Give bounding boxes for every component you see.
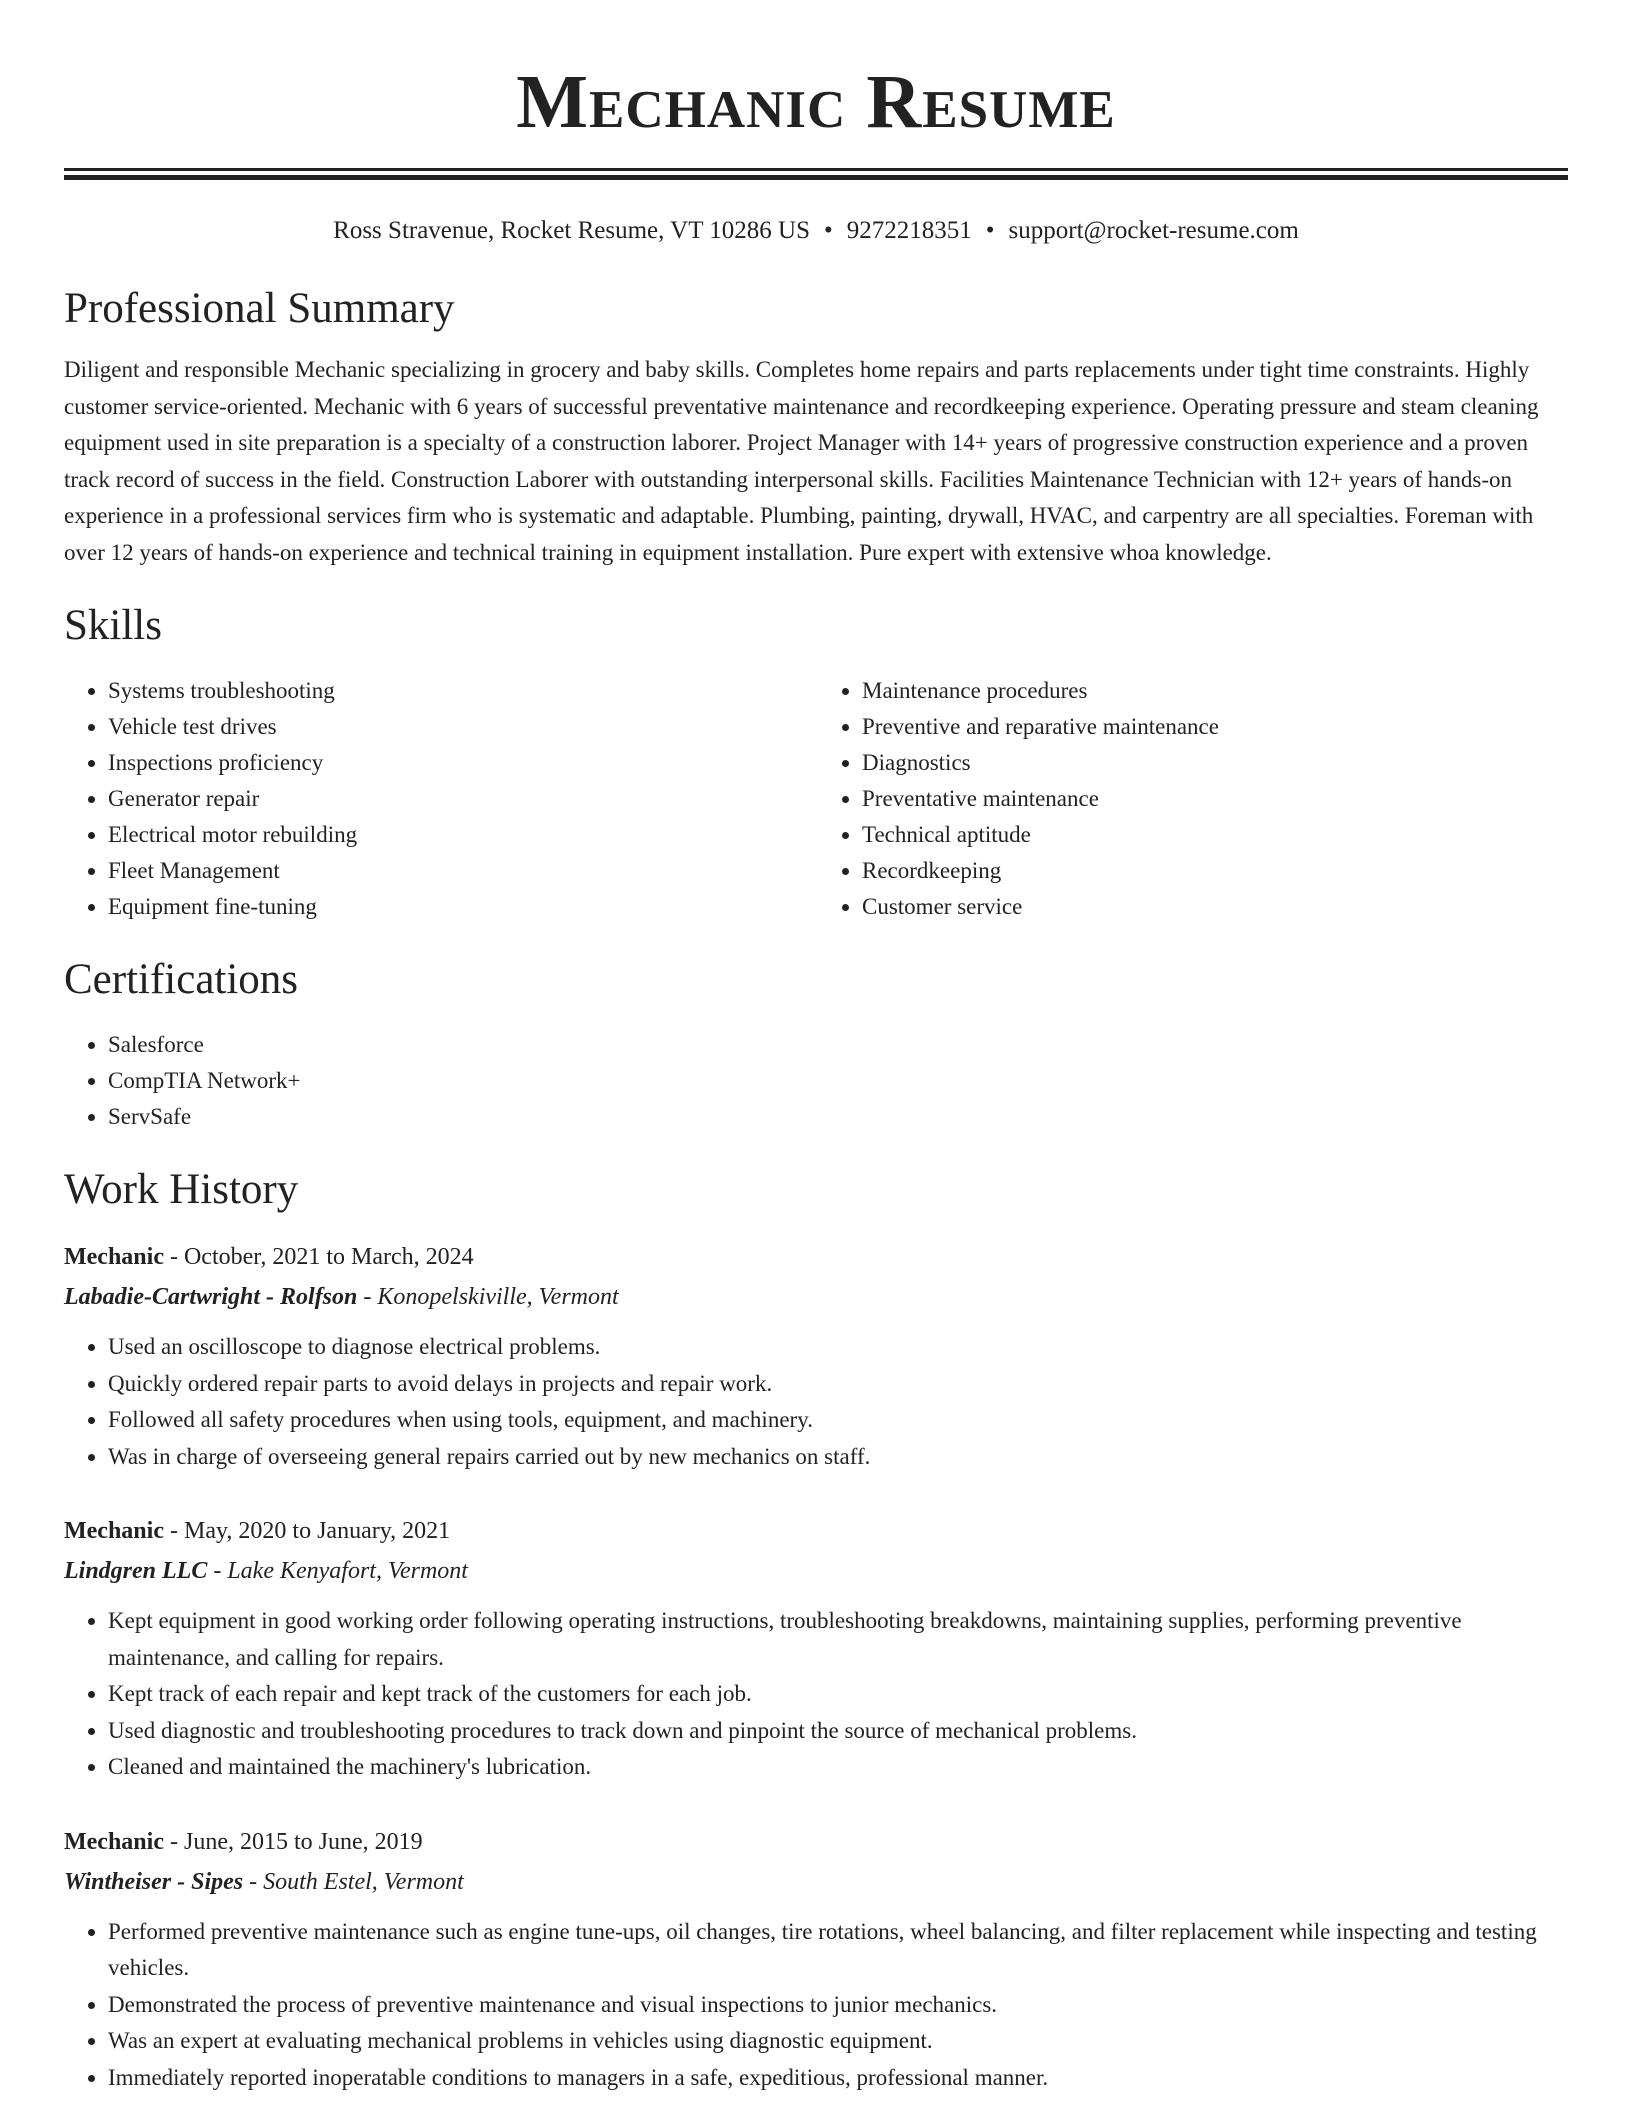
job-company-line bbox=[64, 1862, 1568, 1902]
job-title-line bbox=[64, 1237, 1568, 1277]
job-bullet: • Cleaned and maintained the machinery's lubrication. bbox=[108, 1749, 1568, 1786]
job-company-line bbox=[64, 1551, 1568, 1591]
job-bullets bbox=[64, 1329, 1568, 1475]
contact-email: support@rocket-resume.com bbox=[1008, 217, 1299, 244]
job-title-line bbox=[64, 1822, 1568, 1862]
certification-item: • ServSafe bbox=[108, 1099, 1568, 1135]
job-location: - South Estel, Vermont bbox=[243, 1868, 464, 1895]
skill-item: • Systems troubleshooting bbox=[108, 673, 814, 709]
job-dates: - May, 2020 to January, 2021 bbox=[163, 1518, 451, 1544]
job-dates: - October, 2021 to March, 2024 bbox=[163, 1244, 474, 1270]
certification-item: • Salesforce bbox=[108, 1027, 1568, 1063]
title-divider bbox=[64, 168, 1568, 180]
contact-separator: • bbox=[985, 217, 995, 244]
job-bullet: • Was an expert at evaluating mechanical problems in vehicles using diagnostic equipment. bbox=[108, 2023, 1568, 2060]
resume-page bbox=[64, 0, 1568, 2096]
skill-item: • Equipment fine-tuning bbox=[108, 889, 814, 925]
work-history-heading: Work History bbox=[64, 1166, 299, 1213]
skill-item: • Diagnostics bbox=[862, 745, 1568, 781]
skill-item: • Preventive and reparative maintenance bbox=[862, 709, 1568, 745]
skill-item: • Electrical motor rebuilding bbox=[108, 817, 814, 853]
job-company: Lindgren LLC bbox=[64, 1558, 208, 1584]
job-title-line bbox=[64, 1511, 1568, 1551]
skill-item: • Customer service bbox=[862, 889, 1568, 925]
job-bullet: • Used diagnostic and troubleshooting procedures to track down and pinpoint the source of mechanical problems. bbox=[108, 1713, 1568, 1750]
skill-item: • Fleet Management bbox=[108, 853, 814, 889]
job-bullet: • Was in charge of overseeing general repairs carried out by new mechanics on staff. bbox=[108, 1439, 1568, 1476]
job-dates: - June, 2015 to June, 2019 bbox=[163, 1828, 423, 1855]
summary-heading: Professional Summary bbox=[64, 285, 455, 332]
skill-item: • Generator repair bbox=[108, 781, 814, 817]
certifications-list bbox=[64, 1027, 1568, 1135]
certifications-heading: Certifications bbox=[64, 956, 299, 1003]
resume-title: Mechanic Resume bbox=[516, 60, 1116, 144]
job-bullet: • Demonstrated the process of preventive maintenance and visual inspections to junior mechanics. bbox=[108, 1987, 1568, 2024]
job-company: Wintheiser - Sipes bbox=[64, 1868, 244, 1895]
skill-item: • Maintenance procedures bbox=[862, 673, 1568, 709]
job-bullet: • Immediately reported inoperatable conditions to managers in a safe, expeditious, professional manner. bbox=[108, 2060, 1568, 2097]
skill-item: • Vehicle test drives bbox=[108, 709, 814, 745]
contact-phone: 9272218351 bbox=[846, 217, 972, 244]
skill-item: • Preventative maintenance bbox=[862, 781, 1568, 817]
job-bullet: • Performed preventive maintenance such as engine tune-ups, oil changes, tire rotations, wheel balancing, and filter replacement while inspecting and testing vehicles. bbox=[108, 1914, 1568, 1987]
job-bullets bbox=[64, 1603, 1568, 1786]
job-role: Mechanic bbox=[64, 1828, 164, 1855]
skills-list bbox=[64, 673, 1568, 925]
job-location: - Lake Kenyafort, Vermont bbox=[207, 1558, 468, 1584]
skills-column-right bbox=[814, 673, 1568, 925]
job-role: Mechanic bbox=[64, 1518, 164, 1544]
contact-separator: • bbox=[824, 217, 833, 244]
skill-item: • Recordkeeping bbox=[862, 853, 1568, 889]
job-location: - Konopelskiville, Vermont bbox=[357, 1284, 619, 1310]
contact-line bbox=[64, 216, 1568, 246]
job-company: Labadie-Cartwright - Rolfson bbox=[64, 1284, 358, 1310]
job-bullet: • Used an oscilloscope to diagnose electrical problems. bbox=[108, 1329, 1568, 1366]
contact-address: Ross Stravenue, Rocket Resume, VT 10286 US bbox=[333, 217, 810, 244]
job-role: Mechanic bbox=[64, 1244, 164, 1270]
job-entry bbox=[64, 1822, 1568, 2097]
skills-heading: Skills bbox=[64, 602, 162, 649]
job-bullet: • Quickly ordered repair parts to avoid delays in projects and repair work. bbox=[108, 1366, 1568, 1403]
summary-text: Diligent and responsible Mechanic specializing in grocery and baby skills. Completes home repairs and parts replacements under tight time constraints. Highly customer service-oriented. Mechanic with 6 years of successful preventative maintenance and recordkeeping experience. Operating pressure and steam cleaning equipment used in site preparation is a specialty of a construction laborer. Project Manager with 14+ years of progressive construction experience and a proven track record of success in the field. Construction Laborer with outstanding interpersonal skills. Facilities Maintenance Technician with 12+ years of hands-on experience in a professional services firm who is systematic and adaptable. Plumbing, painting, drywall, HVAC, and carpentry are all specialties. Foreman with over 12 years of hands-on experience and technical training in equipment installation. Pure expert with extensive whoa knowledge. bbox=[64, 357, 1539, 565]
job-bullet: • Followed all safety procedures when using tools, equipment, and machinery. bbox=[108, 1402, 1568, 1439]
job-entry bbox=[64, 1511, 1568, 1786]
job-bullet: • Kept track of each repair and kept track of the customers for each job. bbox=[108, 1676, 1568, 1713]
job-bullets bbox=[64, 1914, 1568, 2097]
job-company-line bbox=[64, 1277, 1568, 1317]
skill-item: • Inspections proficiency bbox=[108, 745, 814, 781]
job-entry bbox=[64, 1237, 1568, 1475]
skills-column-left bbox=[64, 673, 814, 925]
job-bullet: • Kept equipment in good working order following operating instructions, troubleshooting breakdowns, maintaining supplies, performing preventive maintenance, and calling for repairs. bbox=[108, 1603, 1568, 1676]
certification-item: • CompTIA Network+ bbox=[108, 1063, 1568, 1099]
skill-item: • Technical aptitude bbox=[862, 817, 1568, 853]
